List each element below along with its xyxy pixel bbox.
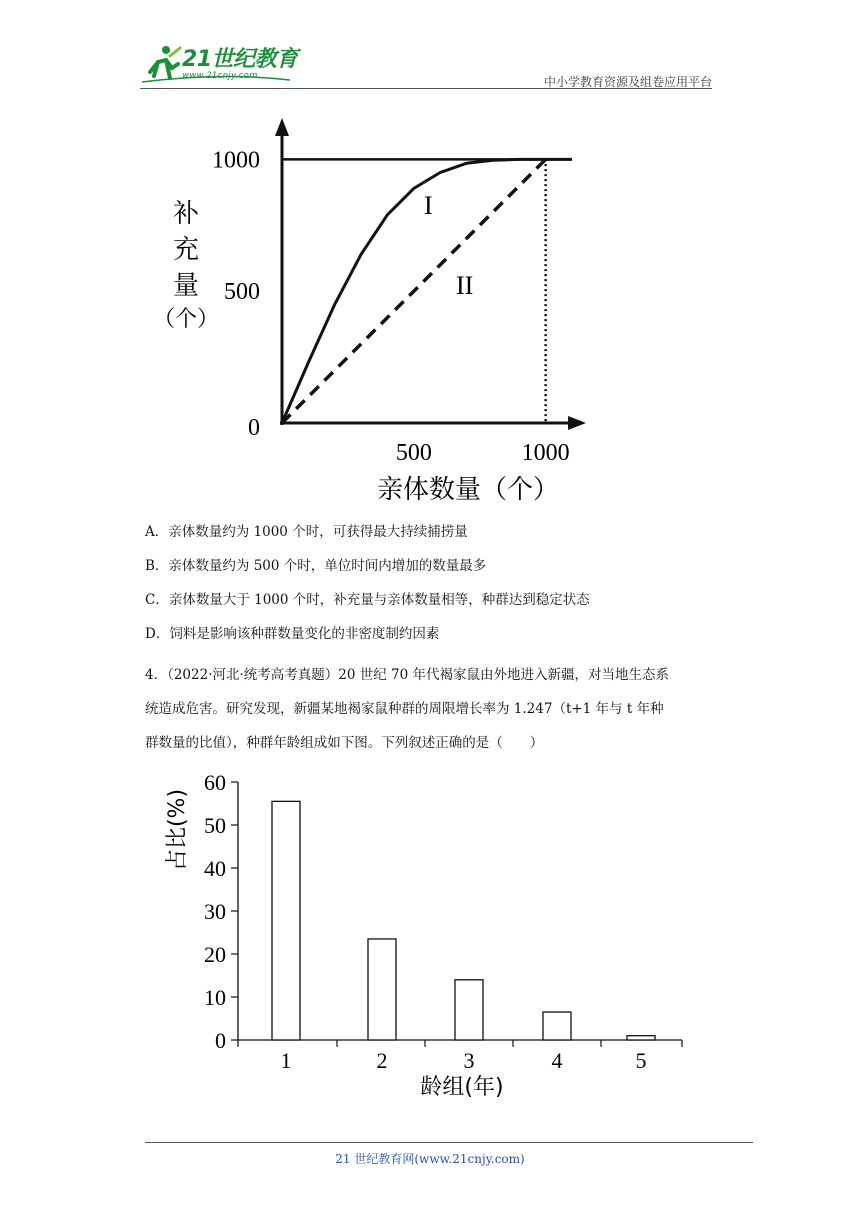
y-tick-label: 1000 [212,147,260,174]
recruitment-chart [140,110,600,510]
age-structure-chart-bars [272,801,655,1040]
bar [368,939,396,1040]
y-axis-label: 占比(%) [165,788,190,872]
y-axis-arrow-icon [275,118,289,136]
recruitment-chart-labels [153,147,570,505]
question-4-line-1: 4．（2022·河北·统考高考真题）20 世纪 70 年代褐家鼠由外地进入新疆，对当地生态系 [145,667,670,683]
y-tick-label: 500 [224,279,260,306]
curve-label-I: I [424,191,433,220]
footer-divider [145,1142,753,1143]
y-axis-label-part: 补 [172,199,200,229]
y-tick-label: 50 [204,813,226,838]
age-structure-chart [140,764,700,1104]
option-b: B．亲体数量约为 500 个时，单位时间内增加的数量最多 [145,558,487,574]
x-tick-label: 1 [280,1048,292,1073]
header-divider [140,88,712,89]
logo-text: 21世纪教育 [182,47,298,72]
x-tick-label: 3 [463,1048,475,1073]
x-axis-label: 亲体数量（个） [376,475,560,505]
y-tick-label: 30 [204,899,226,924]
x-axis-label: 龄组(年) [420,1075,504,1100]
age-structure-chart-labels [165,770,647,1100]
y-axis-label-part: 量 [172,271,200,301]
x-tick-label: 1000 [521,440,570,466]
y-tick-label: 40 [204,856,226,881]
question-4-line-3: 群数量的比值），种群年龄组成如下图。下列叙述正确的是（ ） [145,735,544,751]
page-header [140,42,712,90]
y-axis-label-part: （个） [152,307,220,332]
series-line-II [282,159,546,423]
x-tick-label: 5 [635,1048,647,1073]
y-tick-label: 60 [204,770,226,795]
x-tick-label: 4 [551,1048,563,1073]
bar [543,1012,571,1040]
option-c: C．亲体数量大于 1000 个时，补充量与亲体数量相等，种群达到稳定状态 [145,592,590,608]
x-tick-label: 2 [376,1048,388,1073]
bar [455,980,483,1040]
y-tick-label: 0 [215,1028,226,1053]
bar [627,1036,655,1040]
option-a: A．亲体数量约为 1000 个时，可获得最大持续捕捞量 [145,524,468,540]
x-axis-arrow-icon [568,416,586,430]
logo-url: www.21cnjy.com [182,71,258,81]
question-4-stem [145,658,717,760]
y-tick-label: 10 [204,985,226,1010]
footer-text: 21 世纪教育网(www.21cnjy.com) [335,1152,525,1166]
bar [272,801,300,1040]
curve-label-II: II [456,271,474,300]
header-tagline: 中小学教育资源及组卷应用平台 [543,75,712,89]
option-d: D．饲料是影响该种群数量变化的非密度制约因素 [145,626,440,642]
y-tick-label: 20 [204,942,226,967]
question-4-line-2: 统造成危害。研究发现，新疆某地褐家鼠种群的周限增长率为 1.247（t+1 年与 t 年种 [145,701,664,717]
x-tick-label: 500 [395,440,432,466]
y-axis-label-part: 充 [172,235,200,265]
y-tick-label: 0 [248,415,260,441]
